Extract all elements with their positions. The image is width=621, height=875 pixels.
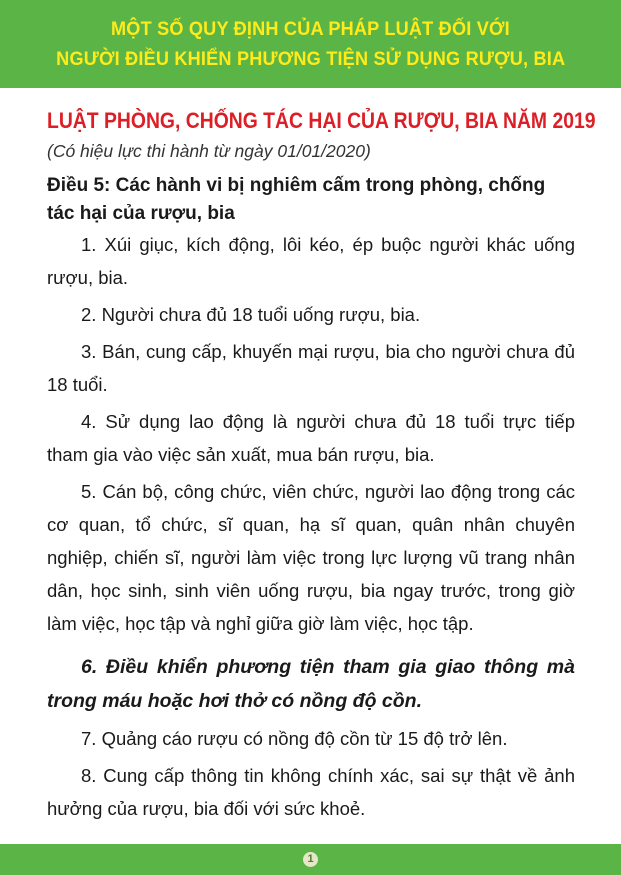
- list-item-4: 4. Sử dụng lao động là người chưa đủ 18 tuổi trực tiếp tham gia vào việc sản xuất, mua bán rượu, bia.: [47, 411, 575, 465]
- list-item-1: 1. Xúi giục, kích động, lôi kéo, ép buộc người khác uống rượu, bia.: [47, 234, 575, 288]
- effective-date-note: (Có hiệu lực thi hành từ ngày 01/01/2020): [47, 141, 371, 161]
- page-number: 1: [303, 852, 318, 867]
- list-item-8: 8. Cung cấp thông tin không chính xác, sai sự thật về ảnh hưởng của rượu, bia đối với sức khoẻ.: [47, 765, 575, 819]
- header-banner: [0, 0, 621, 88]
- list-item-7: 7. Quảng cáo rượu có nồng độ cồn từ 15 độ trở lên.: [81, 728, 508, 749]
- list-item-3: 3. Bán, cung cấp, khuyến mại rượu, bia cho người chưa đủ 18 tuổi.: [47, 341, 575, 395]
- header-title-line-1: MỘT SỐ QUY ĐỊNH CỦA PHÁP LUẬT ĐỐI VỚI: [111, 18, 510, 40]
- article-heading: Điều 5: Các hành vi bị nghiêm cấm trong phòng, chống tác hại của rượu, bia: [47, 175, 546, 224]
- list-item-6-emphasized: 6. Điều khiển phương tiện tham gia giao thông mà trong máu hoặc hơi thở có nồng độ cồn.: [47, 656, 575, 712]
- list-item-2: 2. Người chưa đủ 18 tuổi uống rượu, bia.: [81, 304, 421, 325]
- header-title-line-2: NGƯỜI ĐIỀU KHIỂN PHƯƠNG TIỆN SỬ DỤNG RƯỢU, BIA: [55, 48, 566, 70]
- list-item-5: 5. Cán bộ, công chức, viên chức, người lao động trong các cơ quan, tổ chức, sĩ quan, hạ sĩ quan, quân nhân chuyên nghiệp, chiến sĩ, người làm việc trong lực lượng vũ trang nhân dân, học sinh, sinh viên uống rượu, bia ngay trước, trong giờ làm việc, học tập và nghỉ giữa giờ làm việc, học tập.: [47, 481, 575, 634]
- law-title: LUẬT PHÒNG, CHỐNG TÁC HẠI CỦA RƯỢU, BIA NĂM 2019: [47, 108, 596, 133]
- document-body: [47, 106, 596, 825]
- footer-band: [0, 844, 621, 875]
